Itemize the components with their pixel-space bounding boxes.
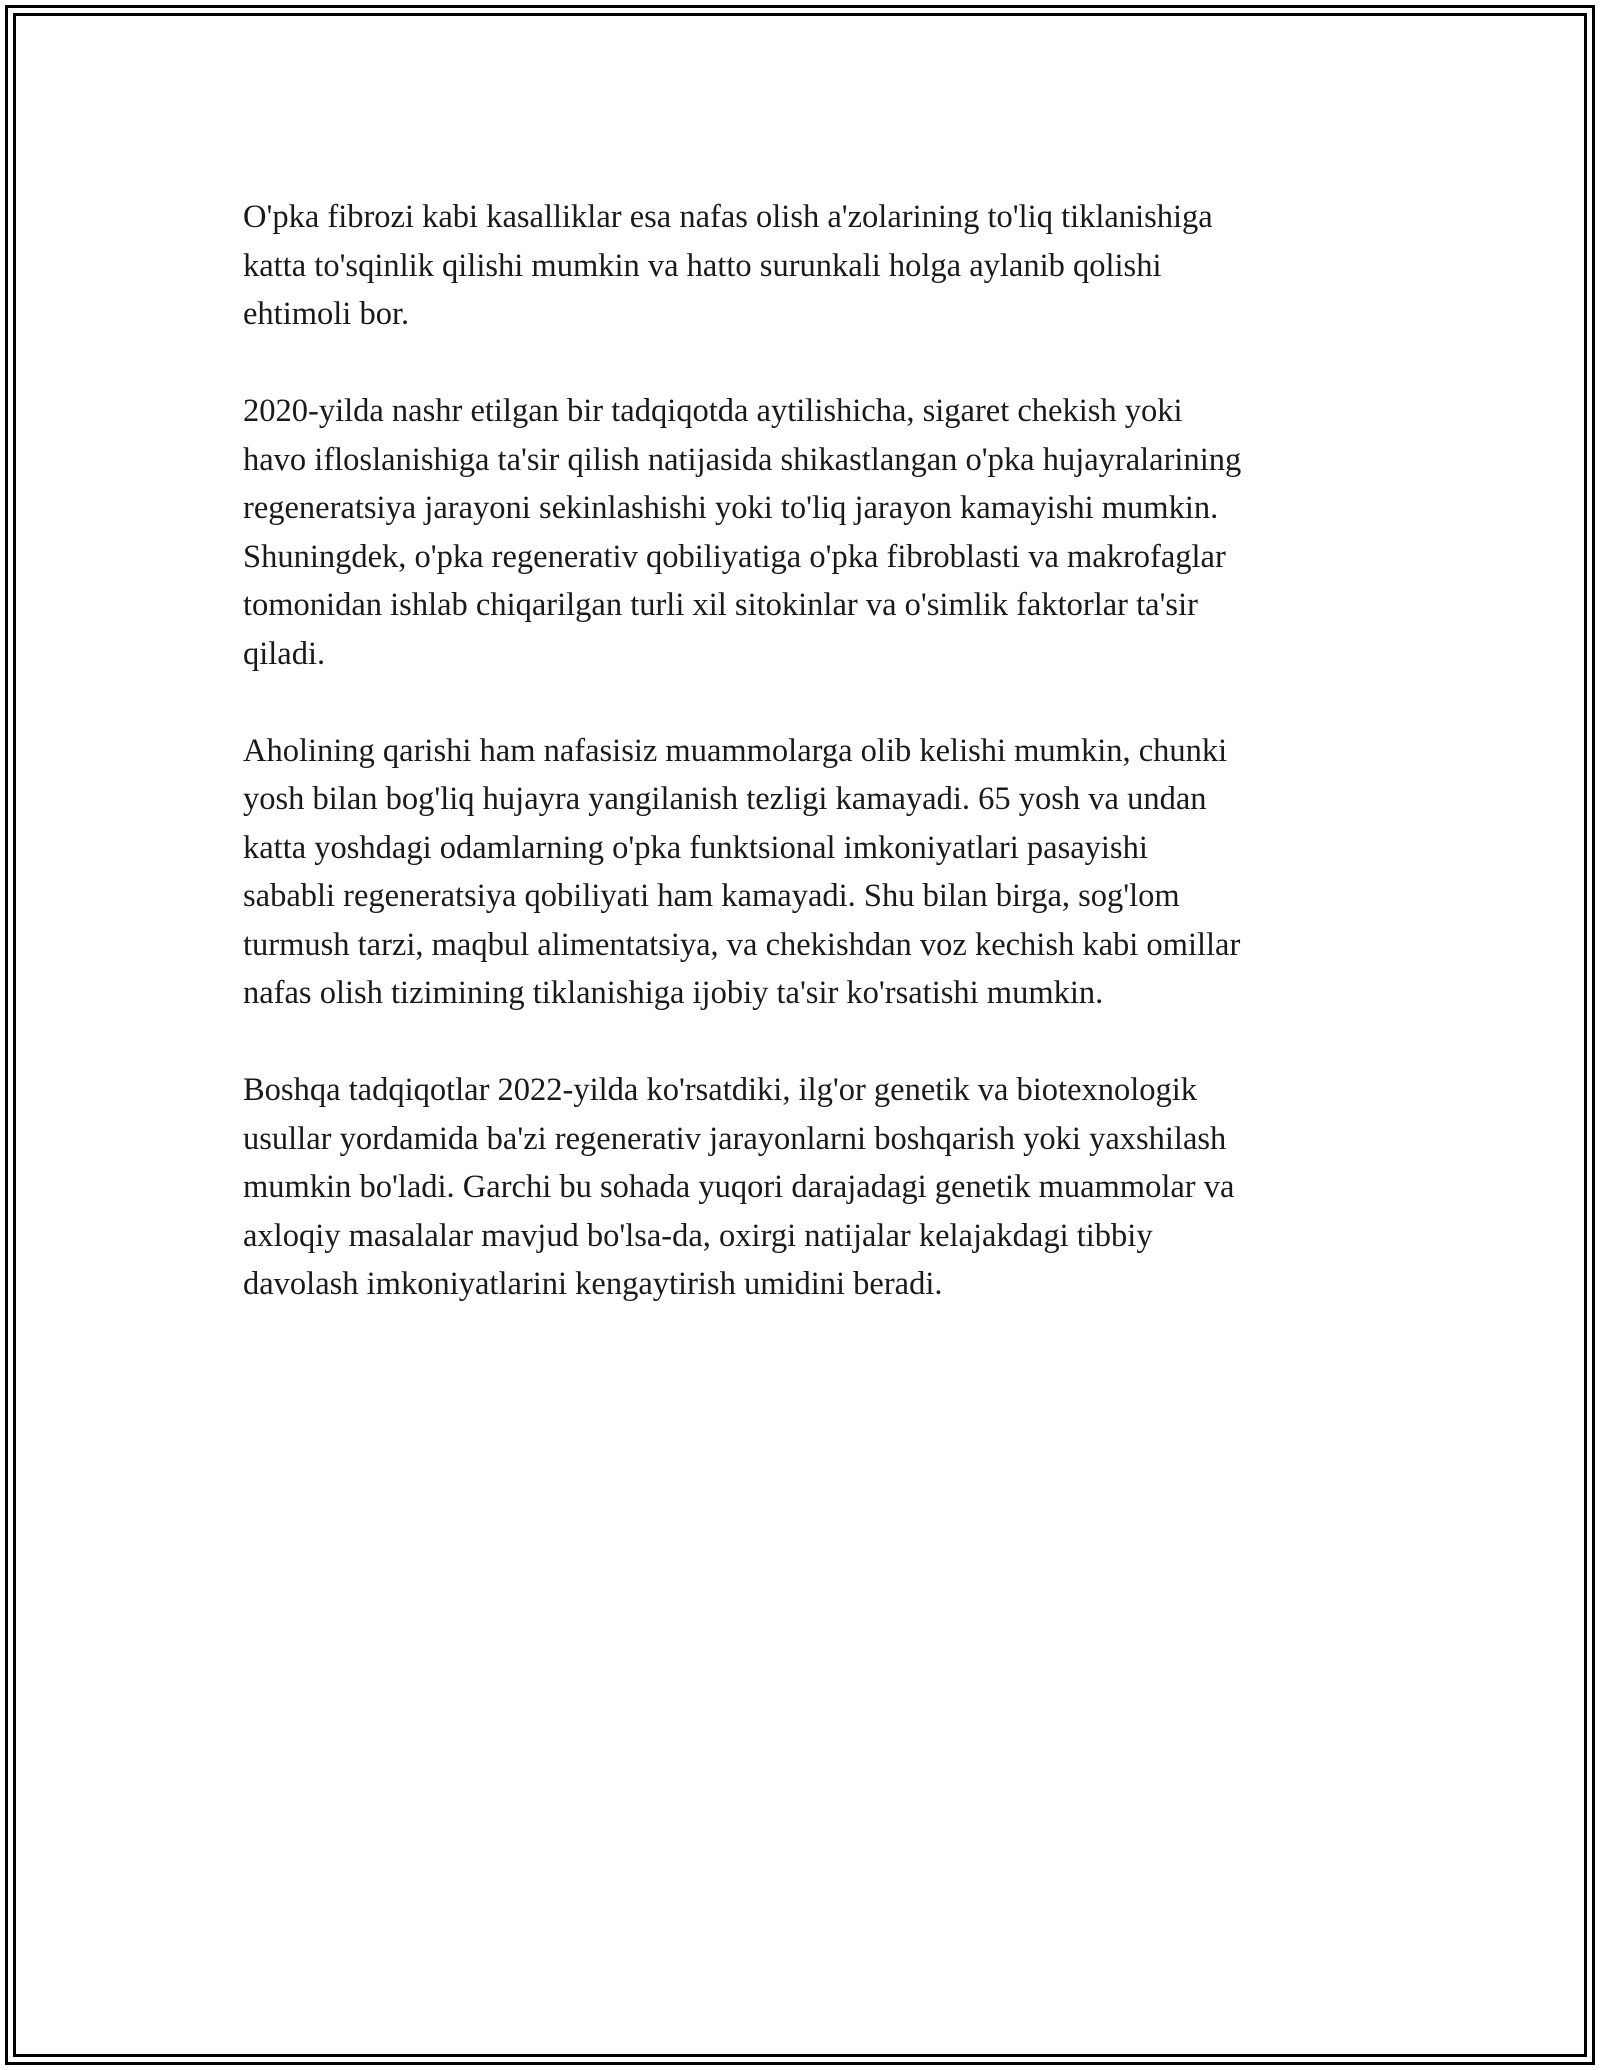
paragraph-line: axloqiy masalalar mavjud bo'lsa-da, oxirgi natijalar kelajakdagi tibbiy xyxy=(243,1217,1153,1254)
paragraph-line: havo ifloslanishiga ta'sir qilish natijasida shikastlangan o'pka hujayralarining xyxy=(243,441,1242,478)
paragraph-line: O'pka fibrozi kabi kasalliklar esa nafas olish a'zolarining to'liq tiklanishiga xyxy=(243,199,1213,235)
paragraph-line: qiladi. xyxy=(243,635,326,672)
paragraph-line: regeneratsiya jarayoni sekinlashishi yoki to'liq jarayon kamayishi mumkin. xyxy=(243,490,1219,526)
paragraph-line: ehtimoli bor. xyxy=(243,296,410,332)
paragraph-line: yosh bilan bog'liq hujayra yangilanish tezligi kamayadi. 65 yosh va undan xyxy=(243,781,1207,817)
paragraph-1 xyxy=(243,193,1383,339)
paragraph-line: katta to'sqinlik qilishi mumkin va hatto surunkali holga aylanib qolishi xyxy=(243,247,1162,284)
paragraph-line: tomonidan ishlab chiqarilgan turli xil sitokinlar va o'simlik faktorlar ta'sir xyxy=(243,587,1198,623)
paragraph-line: Boshqa tadqiqotlar 2022-yilda ko'rsatdiki, ilg'or genetik va biotexnologik xyxy=(243,1072,1198,1108)
paragraph-3 xyxy=(243,727,1383,1018)
paragraph-line: sababli regeneratsiya qobiliyati ham kamayadi. Shu bilan birga, sog'lom xyxy=(243,878,1180,914)
paragraph-line: davolash imkoniyatlarini kengaytirish umidini beradi. xyxy=(243,1266,943,1302)
paragraph-2 xyxy=(243,387,1383,678)
page-frame xyxy=(5,5,1595,2065)
paragraph-line: turmush tarzi, maqbul alimentatsiya, va chekishdan voz kechish kabi omillar xyxy=(243,926,1241,963)
paragraph-line: Shuningdek, o'pka regenerativ qobiliyatiga o'pka fibroblasti va makrofaglar xyxy=(243,538,1226,575)
paragraph-line: katta yoshdagi odamlarning o'pka funktsional imkoniyatlari pasayishi xyxy=(243,829,1148,866)
paragraph-line: usullar yordamida ba'zi regenerativ jarayonlarni boshqarish yoki yaxshilash xyxy=(243,1120,1227,1157)
document-body xyxy=(243,193,1383,1357)
paragraph-line: nafas olish tizimining tiklanishiga ijobiy ta'sir ko'rsatishi mumkin. xyxy=(243,975,1104,1011)
paragraph-4 xyxy=(243,1066,1383,1309)
paragraph-line: Aholining qarishi ham nafasisiz muammolarga olib kelishi mumkin, chunki xyxy=(243,732,1228,769)
paragraph-line: 2020-yilda nashr etilgan bir tadqiqotda aytilishicha, sigaret chekish yoki xyxy=(243,393,1183,429)
paragraph-line: mumkin bo'ladi. Garchi bu sohada yuqori darajadagi genetik muammolar va xyxy=(243,1169,1235,1205)
